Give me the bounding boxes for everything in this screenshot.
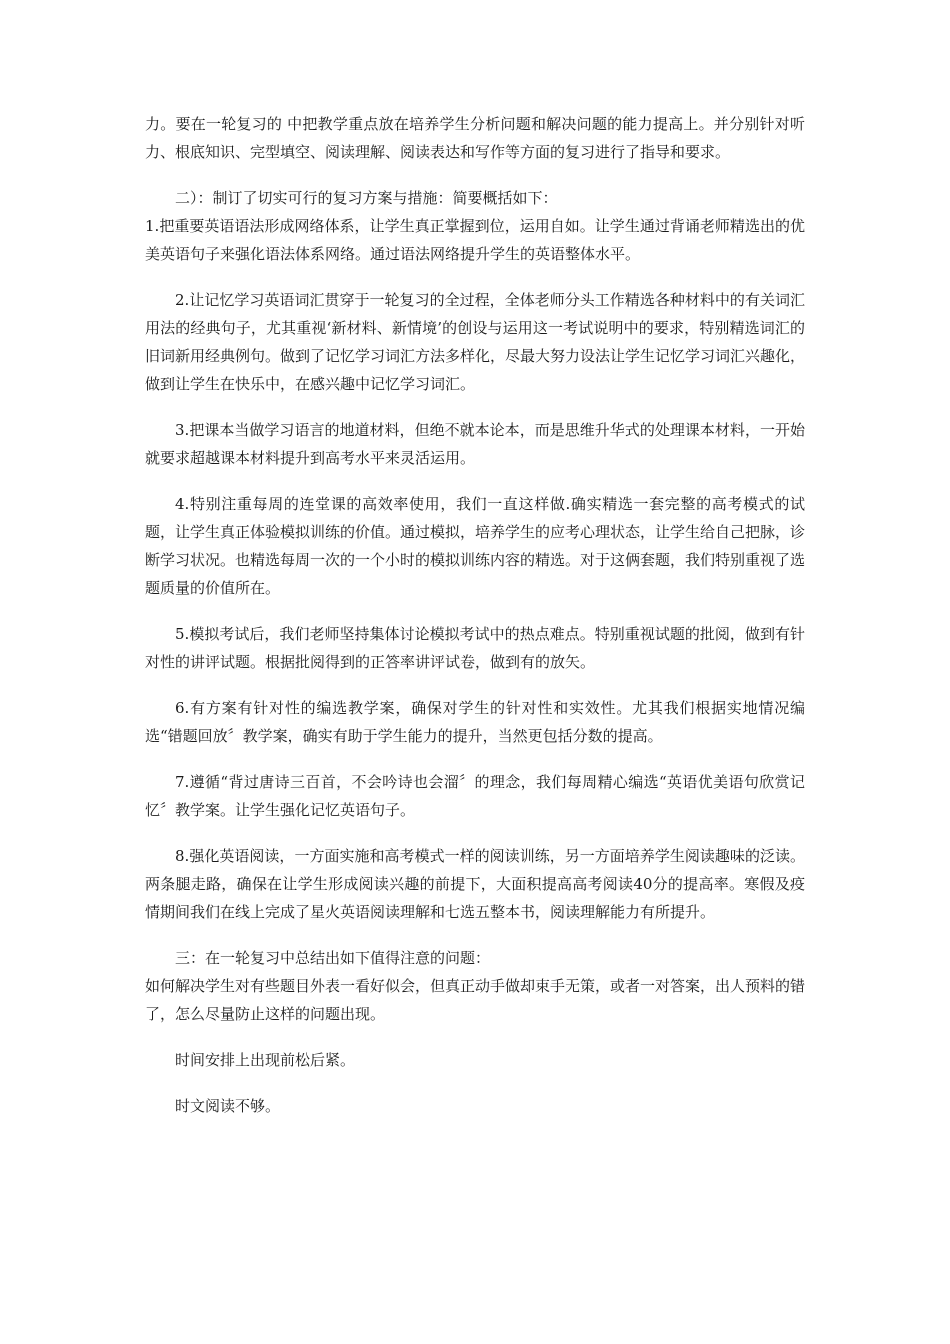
problem-item-2: 时间安排上出现前松后紧。 — [175, 1051, 356, 1069]
list-item-7: 7.遵循“背过唐诗三百首，不会吟诗也会溜〞的理念，我们每周精心编选“英语优美语句欣赏记忆〞教学案。让学生强化记忆英语句子。 — [145, 773, 805, 819]
section-heading-two: 二）：制订了切实可行的复习方案与措施：简要概括如下： — [175, 189, 558, 207]
section-heading-three: 三：在一轮复习中总结出如下值得注意的问题： — [175, 949, 491, 967]
paragraph-intro-continuation: 力。要在一轮复习的 中把教学重点放在培养学生分析问题和解决问题的能力提高上。并分别针对听力、根底知识、完型填空、阅读理解、阅读表达和写作等方面的复习进行了指导和要求。 — [145, 115, 805, 161]
list-item-8: 8.强化英语阅读，一方面实施和高考模式一样的阅读训练，另一方面培养学生阅读趣味的泛读。两条腿走路，确保在让学生形成阅读兴趣的前提下，大面积提高高考阅读40分的提高率。寒假及疫情期间我们在线上完成了星火英语阅读理解和七选五整本书，阅读理解能力有所提升。 — [145, 847, 805, 921]
list-item-5: 5.模拟考试后，我们老师坚持集体讨论模拟考试中的热点难点。特别重视试题的批阅，做到有针对性的讲评试题。根据批阅得到的正答率讲评试卷，做到有的放矢。 — [145, 625, 805, 671]
list-item-2: 2.让记忆学习英语词汇贯穿于一轮复习的全过程，全体老师分头工作精选各种材料中的有关词汇用法的经典句子，尤其重视‘新材料、新情境’的创设与运用这一考试说明中的要求，特别精选词汇的旧词新用经典例句。做到了记忆学习词汇方法多样化，尽最大努力设法让学生记忆学习词汇兴趣化，做到让学生在快乐中，在感兴趣中记忆学习词汇。 — [145, 291, 806, 393]
problem-item-1: 如何解决学生对有些题目外表一看好似会，但真正动手做却束手无策，或者一对答案，出人预料的错了，怎么尽量防止这样的问题出现。 — [145, 977, 806, 1023]
list-item-6: 6.有方案有针对性的编选教学案，确保对学生的针对性和实效性。尤其我们根据实地情况编选“错题回放〞教学案，确实有助于学生能力的提升，当然更包括分数的提高。 — [145, 699, 805, 745]
list-item-1: 1.把重要英语语法形成网络体系，让学生真正掌握到位，运用自如。让学生通过背诵老师精选出的优美英语句子来强化语法体系网络。通过语法网络提升学生的英语整体水平。 — [145, 217, 805, 263]
list-item-4: 4.特别注重每周的连堂课的高效率使用，我们一直这样做.确实精选一套完整的高考模式的试题，让学生真正体验模拟训练的价值。通过模拟，培养学生的应考心理状态，让学生给自己把脉，诊断学习状况。也精选每周一次的一个小时的模拟训练内容的精选。对于这俩套题，我们特别重视了选题质量的价值所在。 — [145, 495, 806, 597]
document-page — [145, 110, 805, 1120]
problem-item-3: 时文阅读不够。 — [175, 1097, 281, 1115]
list-item-3: 3.把课本当做学习语言的地道材料，但绝不就本论本，而是思维升华式的处理课本材料，一开始就要求超越课本材料提升到高考水平来灵活运用。 — [145, 421, 805, 467]
